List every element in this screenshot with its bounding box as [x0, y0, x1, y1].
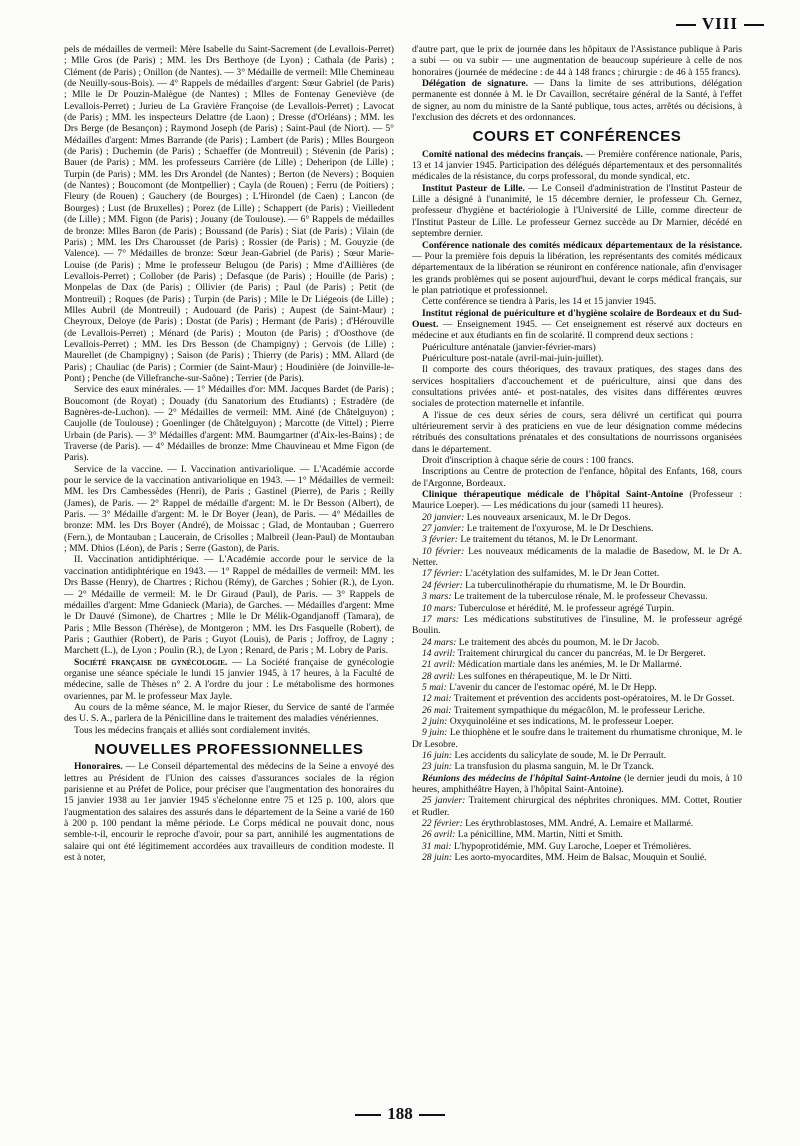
meeting-list: [412, 795, 742, 863]
lecture-item: [412, 614, 742, 637]
conference-title: Conférence nationale des comités médicaux départementaux de la résistance.: [422, 239, 742, 251]
lecture-date: 17 février:: [422, 568, 463, 580]
meeting-date: 22 février:: [422, 818, 463, 830]
left-paragraph-6: Au cours de la même séance, M. le major Rieser, du Service de santé de l'armée des U. S. A., parlera de la Pénicilline dans le traitement des maladies vénériennes.: [64, 701, 394, 725]
lecture-text: Tuberculose et hérédité, M. le professeur agrégé Turpin.: [456, 602, 675, 614]
section-heading-nouvelles: NOUVELLES PROFESSIONNELLES: [94, 740, 364, 758]
left-paragraph-8: [64, 761, 394, 863]
honoraires-text: — Le Conseil départemental des médecins de la Seine a envoyé des lettres au Président de l'Union des caisses d'assurances sociales de la région parisienne et au Préfet de Police, pour préciser que l'augmentation des honoraires du 15 janvier 1938 au 1er janvier 1945 s'échelonne entre 75 et 125 p. 100, alors que l'augmentation des salaires des assurés dans le département de la Seine a varié de 160 à 200 p. 100 pendant la même période. Le Corps médical ne pouvait donc, nous semble-t-il, encourir le reproche d'avoir, pour sa part, annihilé les augmentations de salaire qui ont été légitimement accordées aux travailleurs de condition modeste. Il est à noter,: [64, 761, 394, 864]
right-paragraph-14: [412, 489, 742, 512]
lecture-date: 3 mars:: [422, 591, 452, 603]
lecture-date: 14 avril:: [422, 647, 456, 659]
lecture-date: 10 février:: [422, 545, 465, 557]
lecture-date: 3 février:: [422, 534, 458, 546]
right-paragraph-1: d'autre part, que le prix de journée dans les hôpitaux de l'Assistance publique à Paris a subi — ou va subir — une augmentation de beaucoup supérieure à celle de nos honoraires (journée de médecine : de 44 à 148 francs ; chirurgie : de 46 à 155 francs).: [412, 44, 742, 78]
lecture-text: Le thiophène et le soufre dans le traitement du rhumatisme chronique, M. le Dr Lesobre.: [412, 727, 742, 750]
meeting-text: La pénicilline, MM. Martin, Nitti et Smith.: [455, 829, 623, 841]
lecture-item: [412, 671, 742, 682]
lecture-item: [412, 523, 742, 534]
conference-text: — Pour la première fois depuis la libération, les représentants des comités médicaux départementaux de la libération se réuniront en conférence nationale, afin d'envisager les grands problèmes qui se posent aujourd'hui, devant le corps médical français, sur le plan patriotique et professionnel.: [412, 250, 742, 296]
right-paragraph-9: Puériculture post-natale (avril-mai-juin-juillet).: [422, 352, 604, 364]
lecture-text: Le traitement des abcès du poumon, M. le Dr Jacob.: [456, 636, 660, 648]
meeting-item: [412, 795, 742, 818]
lecture-date: 9 juin:: [422, 727, 448, 739]
right-paragraph-6: Cette conférence se tiendra à Paris, les 14 et 15 janvier 1945.: [422, 296, 657, 308]
lecture-item: [412, 568, 742, 579]
section-heading-cours: COURS ET CONFÉRENCES: [472, 128, 682, 146]
lecture-text: Oxyquinoléine et ses indications, M. le professeur Loeper.: [447, 715, 674, 727]
lecture-date: 26 mai:: [422, 704, 452, 716]
lecture-text: Les médications substitutives de l'insuline, M. le professeur agrégé Boulin.: [412, 613, 742, 637]
honoraires-title: Honoraires.: [74, 761, 123, 773]
lecture-date: 24 mars:: [422, 636, 457, 648]
lecture-text: Le traitement du tétanos, M. le Dr Lenormant.: [457, 534, 638, 546]
left-paragraph-1: pels de médailles de vermeil: Mère Isabelle du Saint-Sacrement (de Levallois-Perret) ; Mlle Gros (de Paris) ; MM. les Drs Berthoye (de Lyon) ; Cathala (de Paris) ; Clément (de Paris) ; Onillon (de Nantes). — 3° Médaille de vermeil: Mlle Chemineau (de Neuilly-sous-Bois). — 4° Rappels de médailles d'argent: Sœur Gabriel (de Paris) ; Mlle le Dr Pouzin-Malègue (de Nantes) ; Mlles de Fontenay Geneviève (de Levallois-Perret) ; Jurieu de La Gravière Françoise (de Levallois-Perret) ; Lavocat (de Paris) ; MM. les inspecteurs Delattre (de Laon) ; Dresse (d'Orléans) ; MM. les Drs Berge (de Besançon) ; Raymond Joseph (de Paris) ; Saint-Paul (de Niort). — 5° Médailles d'argent: Mmes Barrande (de Paris) ; Lambert (de Paris) ; Mlles Bourgeon (de Paris) ; Duchemin (de Paris) ; Schaeffer (de Montreuil) ; Stévenin (de Paris) ; Bauer (de Paris) ; MM. les professeurs Carrière (de Lille) ; Deheripon (de Lille) ; Turpin (de Paris) ; MM. les Drs Arondel (de Nantes) ; Berton (de Nevers) ; Boquien (de Nantes) ; Boucomont (de Montpellier) ; Cayla (de Rouen) ; Ferru (de Poitiers) ; Fleury (de Rouen) ; Gauchery (de Bourges) ; L'Hirondel (de Caen) ; Lancon (de Bourges) ; Lust (de Bruxelles) ; Porez (de Lille) ; Schappert (de Paris) ; Vieilledent (de Lille) ; MM. Figon (de Paris) ; Jouany (de Toulouse). — 6° Rappels de médailles de bronze: Mlles Baron (de Paris) ; Boussand (de Paris) ; Siat (de Paris) ; Vilain (de Paris) ; MM. les Drs Charousset (de Paris) ; Rossier (de Paris) ; M. Gouyzie (de Valence). — 7° Médailles de bronze: Sœur Jean-Gabriel (de Paris) ; Sœur Marie-Louise (de Paris) ; Mme le professeur Belugou (de Paris) ; Mme d'Aillières (de Levallois-Perret) ; Collober (de Paris) ; Defasque (de Paris) ; Houille (de Paris) ; Monpelas de Dax (de Paris) ; Ollivier (de Paris) ; Paul (de Paris) ; Petit (de Montreuil) ; Roques (de Paris) ; Turpin (de Paris) ; Mlle le Dr Liégeois (de Lille) ; Mlles Aubril (de Montreuil) ; Audouard (de Paris) ; Aupest (de Saint-Maur) ; Cheyroux, Deloye (de Paris) ; Dostat (de Paris) ; Hermant (de Paris) ; d'Hérouville (de Levallois-Perret) ; Ménard (de Paris) ; Mouton (de Paris) ; d'Oosthove (de Levallois-Perret) ; MM. les Drs Besson (de Champigny) ; Gervois (de Lille) ; Maurellet (de Champigny) ; Saison (de Paris) ; Thierry (de Paris) ; MM. Allard (de Paris) ; Chauliac (de Paris) ; Cormier (de Saint-Maur) ; Houdinière (de Joinville-le-Pont) ; Penche (de Villefranche-sur-Saône) ; Terrier (de Paris).: [64, 44, 394, 384]
lecture-item: [412, 546, 742, 569]
lecture-item: [412, 761, 742, 772]
lecture-item: [412, 648, 742, 659]
lecture-text: L'avenir du cancer de l'estomac opéré, M. le Dr Hepp.: [446, 681, 657, 693]
lecture-item: [412, 534, 742, 545]
lecture-item: [412, 591, 742, 602]
header-page-roman: VIII: [701, 14, 738, 33]
left-paragraph-7: Tous les médecins français et alliés sont cordialement invités.: [74, 724, 311, 736]
lecture-date: 10 mars:: [422, 602, 457, 614]
reunions-text: (le dernier jeudi du mois, à 10 heures, amphithéâtre Hayen, à l'hôpital Saint-Antoine).: [412, 772, 743, 795]
right-paragraph-8: Puériculture anténatale (janvier-février-mars): [422, 341, 596, 353]
right-paragraph-4: [412, 183, 742, 240]
footer-dash-right: [419, 1114, 445, 1116]
lecture-date: 28 avril:: [422, 670, 456, 682]
lecture-text: Les accidents du salicylate de soude, M. le Dr Perrault.: [452, 749, 667, 761]
lecture-list: [412, 512, 742, 773]
reunions-title: Réunions des médecins de l'hôpital Saint-Antoine: [422, 772, 622, 784]
meeting-date: 31 mai:: [422, 840, 452, 852]
lecture-item: [412, 727, 742, 750]
lecture-date: 27 janvier:: [422, 523, 465, 535]
meeting-text: L'hypoprotidémie, MM. Guy Laroche, Loeper et Trémolières.: [451, 840, 692, 852]
lecture-text: La transfusion du plasma sanguin, M. le Dr Tzanck.: [452, 761, 654, 773]
clinique-title: Clinique thérapeutique médicale de l'hôpital Saint-Antoine: [422, 489, 684, 501]
right-paragraph-15: [412, 773, 742, 796]
meeting-date: 28 juin:: [422, 852, 453, 864]
lecture-date: 16 juin:: [422, 749, 453, 761]
meeting-date: 26 avril:: [422, 829, 456, 841]
right-paragraph-11: A l'issue de ces deux séries de cours, sera délivré un certificat qui pourra ultérieurement servir à des praticiens en vue de leur désignation comme médecins rétribués des consultations prénatales et des consultations de nourrissons organisées dans le département.: [412, 409, 742, 455]
meeting-date: 25 janvier:: [422, 795, 466, 807]
institut-title: Institut régional de puériculture et d'hygiène scolaire de Bordeaux et du Sud-Ouest.: [412, 307, 742, 330]
lecture-date: 2 juin:: [422, 715, 448, 727]
meeting-text: Les érythroblastoses, MM. André, A. Lemaire et Mallarmé.: [462, 818, 694, 830]
page-header: [670, 14, 770, 34]
pasteur-title: Institut Pasteur de Lille.: [422, 182, 525, 194]
delegation-text: — Dans la limite de ses attributions, délégation permanente est donnée à M. le Dr Cavaillon, secrétaire général de la Santé, à l'effet de signer, au nom du ministre de la Santé publique, tous actes, arrêtés ou décisions, à l'exclusion des décrets et des ordonnances.: [412, 78, 742, 124]
right-paragraph-2: [412, 78, 742, 123]
right-paragraph-5: [412, 240, 742, 297]
right-paragraph-7: [412, 308, 742, 342]
lecture-date: 20 janvier:: [422, 511, 465, 523]
right-paragraph-12: Droit d'inscription à chaque série de cours : 100 francs.: [422, 455, 634, 467]
header-dash-right: [744, 24, 764, 26]
lecture-date: 21 avril:: [422, 659, 456, 671]
lecture-date: 12 mai:: [422, 693, 452, 705]
meeting-item: [412, 852, 742, 863]
meeting-item: [412, 841, 742, 852]
lecture-item: [412, 705, 742, 716]
left-paragraph-5: [64, 657, 394, 702]
lecture-date: 5 mai:: [422, 681, 447, 693]
right-paragraph-13: Inscriptions au Centre de protection de l'enfance, hôpital des Enfants, 168, cours de l'Argonne, Bordeaux.: [412, 466, 742, 489]
footer-dash-left: [355, 1114, 381, 1116]
lecture-text: La tuberculinothérapie du rhumatisme, M. le Dr Bourdin.: [462, 579, 686, 591]
lecture-item: [412, 716, 742, 727]
institut-text: — Enseignement 1945. — Cet enseignement est réservé aux docteurs en médecine et aux étudiants en fin de scolarité. Il comprend deux sections :: [412, 318, 742, 342]
right-paragraph-10: Il comporte des cours théoriques, des travaux pratiques, des stages dans des services hospitaliers d'accouchement et de puériculture, ainsi que dans des consultations privées anté- et post-natales, des visites dans différentes œuvres sociales de protection maternelle et infantile.: [412, 364, 742, 410]
lecture-text: Le traitement de la tuberculose rénale, M. le professeur Chevassu.: [451, 591, 708, 603]
left-paragraph-3: Service de la vaccine. — I. Vaccination antivariolique. — L'Académie accorde pour le service de la vaccination antivariolique en 1943. — 1° Médailles de vermeil: MM. les Drs Cambessèdes (Henri), de Paris ; Gastinel (Pierre), de Paris ; Reilly (James), de Paris. — 2° Rappel de médaille d'argent: M. le Dr Besson (Albert), de Paris. — 3° Médaille d'argent: M. le Dr Boyer (Jean), de Paris. — 4° Médailles de bronze: MM. les Drs Boyer (André), de Moissac ; Glad, de Montauban ; Guerrero (Fern.), de Montauban ; Laucerain, de Crisolles ; Malbreil (Jean-Paul) de Montauban ; MM. Dhios (Léon), de Paris ; Serre (Gaston), de Paris.: [64, 463, 394, 555]
lecture-text: Le traitement de l'oxyurose, M. le Dr Deschiens.: [464, 523, 654, 535]
lecture-text: Traitement chirurgical du cancer du pancréas, M. le Dr Bergeret.: [455, 647, 706, 659]
lecture-date: 24 février:: [422, 579, 463, 591]
left-paragraph-2: Service des eaux minérales. — 1° Médailles d'or: MM. Jacques Bardet (de Paris) ; Boucomont (de Royat) ; Douady (du Sanatorium des Etudiants) ; Estradère (de Bagnères-de-Luchon). — 2° Médailles de vermeil: MM. Ainé (de Châtelguyon) ; Caujolle (de Toulouse) ; Goenlinger (de Châtelguyon) ; Marcotte (de Vittel) ; Pierre Urbain (de Paris). — 3° Médailles d'argent: MM. Baumgartner (d'Aix-les-Bains) ; de Traverse (de Paris). — 4° Médailles de bronze: Mme Chauvineau et Mme Figon (de Paris).: [64, 384, 394, 464]
lecture-item: [412, 659, 742, 670]
lecture-item: [412, 580, 742, 591]
lecture-item: [412, 512, 742, 523]
lecture-text: Traitement et prévention des accidents post-opératoires, M. le Dr Gosset.: [451, 693, 735, 705]
page-footer: [0, 1104, 800, 1124]
meeting-text: Les aorto-myocardites, MM. Heim de Balsac, Mouquin et Soulié.: [452, 852, 707, 864]
gyneco-text: — La Société française de gynécologie organise une séance spéciale le lundi 15 janvier 1945, à 17 heures, à la Faculté de médecine, salle de Thèses n° 2. A l'ordre du jour : Le métabolisme des hormones ovariennes, par M. le professeur Max Jayle.: [64, 656, 394, 702]
lecture-text: Les nouveaux médicaments de la maladie de Basedow, M. le Dr A. Netter.: [412, 545, 742, 569]
lecture-text: Traitement sympathique du mégacôlon, M. le professeur Leriche.: [451, 704, 705, 716]
right-paragraph-3: [412, 149, 742, 183]
comite-text: — Première conférence nationale, Paris, 13 et 14 janvier 1945. Participation des délégués départementaux et des personnalités médicales de la résistance, du corps professoral, du monde syndical, etc.: [412, 148, 742, 183]
meeting-item: [412, 829, 742, 840]
comite-title: Comité national des médecins français.: [422, 148, 583, 160]
left-paragraph-4: II. Vaccination antidiphtérique. — L'Académie accorde pour le service de la vaccination antidiphtérique en 1943. — 1° Rappel de médailles de vermeil: MM. les Drs Basse (Henry), de Chartres ; Richou (Rémy), de Garches ; Sohier (R.), de Lyon. — 2° Médaille de vermeil: M. le Dr Giraud (Paul), de Paris. — 3° Rappels de médailles d'argent: Mme Gdanieck (Maria), de Garches. — Médailles d'argent: Mme le Dr Dauvé (Simone), de Chartres ; Mlle le Dr Mélik-Ogandjanoff (Tamara), de Paris ; Mlle Besson (Thérèse), de Montgeron ; MM. les Drs Fasquelle (Robert), de Paris ; Gauthier (Robert), de Paris ; Guyot (Louis), de Paris ; Joffroy, de Lagny ; Marchett (L.), de Lyon ; Poulin (R.), de Lyon ; Renard, de Paris ; M. Lobry de Paris.: [64, 554, 394, 657]
lecture-text: L'acétylation des sulfamides, M. le Dr Jean Cottet.: [462, 568, 660, 580]
lecture-item: [412, 682, 742, 693]
lecture-text: Les sulfones en thérapeutique, M. le Dr Nitti.: [455, 670, 632, 682]
lecture-date: 23 juin:: [422, 761, 453, 773]
meeting-item: [412, 818, 742, 829]
lecture-item: [412, 637, 742, 648]
right-column: [412, 44, 742, 863]
left-column: [64, 44, 394, 863]
meeting-text: Traitement chirurgical des néphrites chroniques. MM. Cottet, Routier et Rudler.: [412, 795, 742, 818]
lecture-item: [412, 750, 742, 761]
lecture-text: Médication martiale dans les anémies, M. le Dr Mallarmé.: [455, 659, 682, 671]
lecture-text: Les nouveaux arsenicaux, M. le Dr Degos.: [464, 511, 631, 523]
lecture-date: 17 mars:: [422, 613, 460, 625]
lecture-item: [412, 693, 742, 704]
delegation-title: Délégation de signature.: [422, 78, 529, 90]
lecture-item: [412, 603, 742, 614]
header-dash-left: [676, 24, 696, 26]
clinique-text: (Professeur : Maurice Loeper). — Les médications du jour (samedi 11 heures).: [412, 489, 742, 512]
gyneco-title: Société française de gynécologie.: [74, 656, 228, 668]
footer-page-number: 188: [387, 1104, 413, 1123]
pasteur-text: — Le Conseil d'administration de l'Institut Pasteur de Lille a désigné à l'unanimité, le 15 décembre dernier, le professeur Ch. Gernez, professeur d'hygiène et bactériologie à l'Université de Lille, comme directeur de l'Institut Pasteur de Lille. Le professeur Gernez succède au Dr Marnier, décédé en septembre dernier.: [412, 182, 743, 240]
